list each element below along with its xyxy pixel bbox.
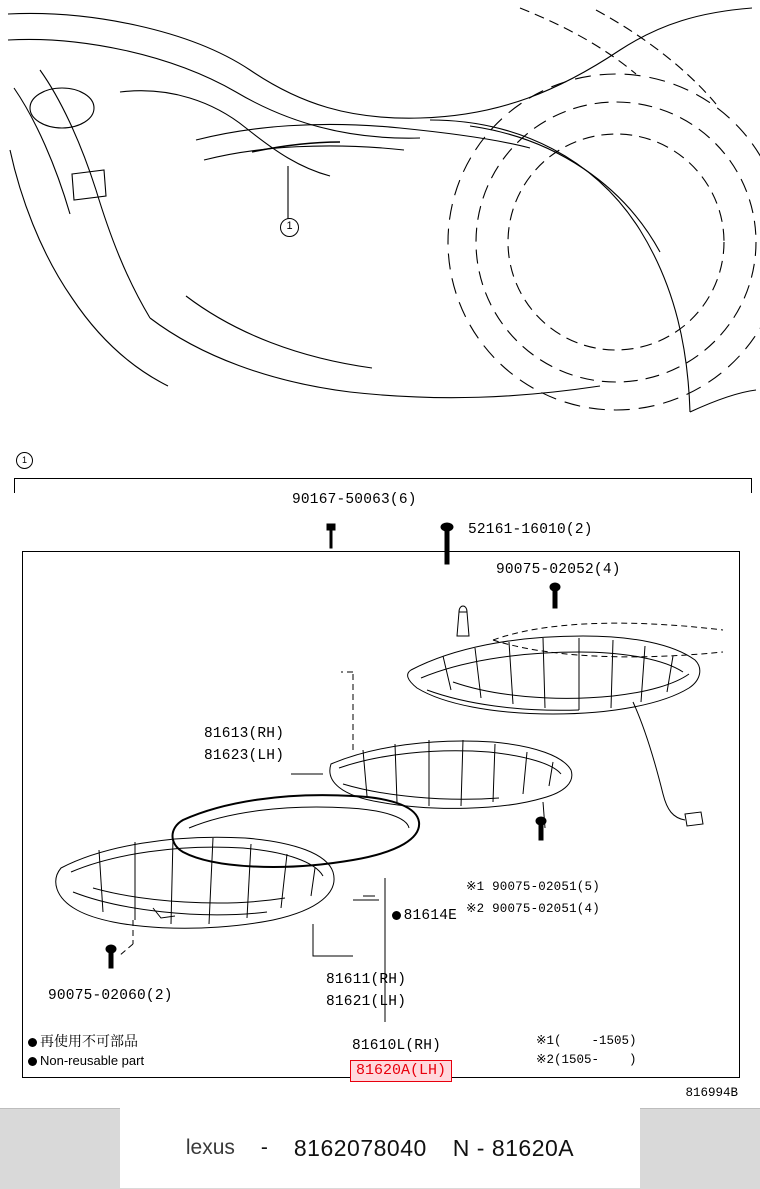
label-90075-02052: 90075-02052(4)	[496, 562, 621, 578]
note-1: ※1( -1505)	[536, 1034, 637, 1048]
label-81613-rh: 81613(RH)	[204, 726, 285, 742]
label-90075-02060: 90075-02060(2)	[48, 988, 173, 1004]
legend-en-row	[28, 1051, 144, 1070]
footer-part-number: 8162078040	[293, 1134, 427, 1161]
legend-en-text: Non-reusable part	[40, 1053, 145, 1068]
screw-icon-90075-02052	[545, 582, 565, 614]
bolt-icon-52161	[435, 522, 459, 568]
non-reusable-dot-icon	[28, 1057, 37, 1066]
label-81611-rh: 81611(RH)	[326, 972, 407, 988]
legend	[28, 1032, 144, 1070]
footer-suffix-code: N - 81620A	[452, 1134, 575, 1161]
callout-marker-1: 1	[280, 218, 299, 237]
footer-content	[120, 1108, 640, 1188]
diagram-code: 816994B	[685, 1086, 738, 1100]
note-2: ※2(1505- )	[536, 1053, 637, 1067]
label-note1-90075-02051: ※1 90075-02051(5)	[466, 880, 600, 894]
highlighted-part-number[interactable]: 81620A(LH)	[350, 1060, 452, 1082]
detail-section-tag: 1	[16, 452, 33, 469]
non-reusable-dot-icon	[392, 911, 401, 920]
detail-bracket	[14, 478, 752, 493]
footer-separator: -	[260, 1136, 268, 1159]
label-52161-16010: 52161-16010(2)	[468, 522, 593, 538]
screw-icon-90167	[319, 522, 343, 558]
screw-icon-90075-02060	[101, 944, 121, 974]
label-81621-lh: 81621(LH)	[326, 994, 407, 1010]
diagram-notes	[536, 1032, 637, 1070]
legend-jp-text: 再使用不可部品	[40, 1033, 138, 1049]
footer-brand: lexus	[185, 1136, 235, 1159]
non-reusable-dot-icon	[28, 1038, 37, 1047]
vehicle-front-illustration	[0, 0, 760, 430]
label-81610l-rh: 81610L(RH)	[352, 1038, 442, 1054]
label-note2-90075-02051: ※2 90075-02051(4)	[466, 902, 600, 916]
legend-jp-row	[28, 1032, 144, 1051]
label-90167-50063: 90167-50063(6)	[292, 492, 417, 508]
label-81614e	[356, 892, 457, 940]
label-81614e-text: 81614E	[403, 908, 458, 924]
label-81623-lh: 81623(LH)	[204, 748, 285, 764]
screw-icon-90075-02051	[531, 816, 551, 846]
